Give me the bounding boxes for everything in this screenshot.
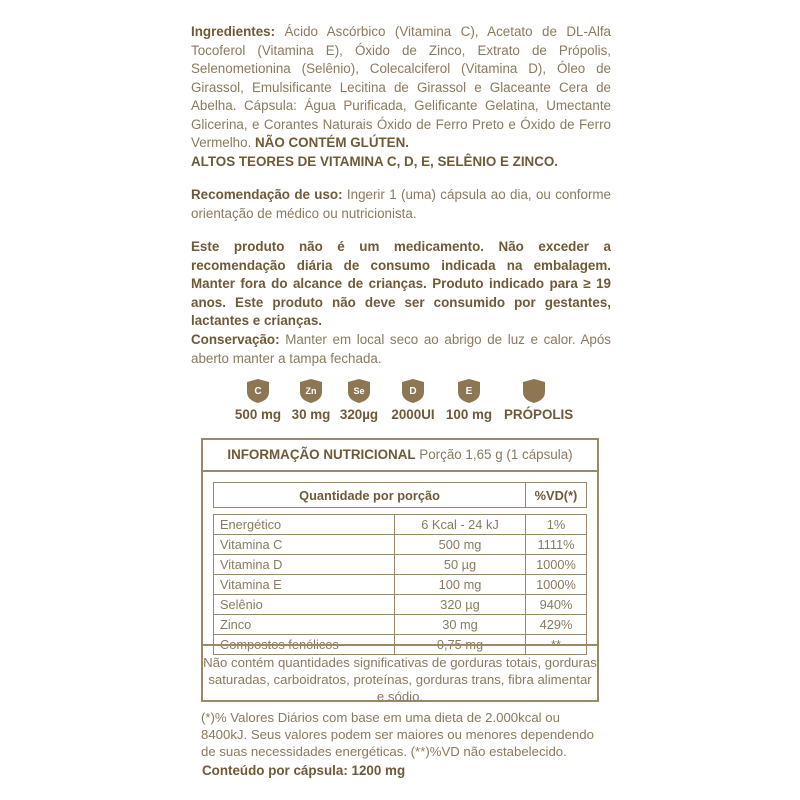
- warning-section: [191, 238, 611, 331]
- shield-icon: [347, 378, 371, 404]
- nutrient-name: Zinco: [214, 615, 395, 635]
- nutrient-name: Selênio: [214, 595, 395, 615]
- table-header-row: [214, 483, 587, 508]
- shield-icon: [457, 378, 481, 404]
- nutrient-dv: 429%: [526, 615, 587, 635]
- ingredients-section: [191, 23, 611, 153]
- nutrient-dv: 1000%: [526, 555, 587, 575]
- vitamin-c-badge: [228, 378, 288, 422]
- nutrition-facts-box: [201, 438, 599, 702]
- storage-section: [191, 331, 611, 368]
- propolis-badge: [504, 378, 574, 422]
- badge-symbol: Zn: [305, 386, 317, 396]
- badge-amount: PRÓPOLIS: [504, 407, 574, 422]
- nutrient-name: Vitamina E: [214, 575, 395, 595]
- high-content-section: [191, 153, 611, 172]
- table-row: [214, 575, 587, 595]
- nutrient-dv: 1000%: [526, 575, 587, 595]
- ingredients-label: Ingredientes:: [191, 24, 276, 39]
- header-dv: %VD(*): [526, 483, 587, 508]
- nutrient-dv: **: [526, 635, 587, 655]
- shield-icon: [246, 378, 270, 404]
- usage-text: Ingerir 1 (uma) cápsula ao dia, ou conforme orientação de médico ou nutricionista.: [191, 187, 612, 221]
- badge-symbol: Se: [353, 386, 365, 396]
- nutrient-amount: 100 mg: [395, 575, 526, 595]
- table-row: [214, 555, 587, 575]
- nutrient-name: Vitamina D: [214, 555, 395, 575]
- dv-footnote: (*)% Valores Diários com base em uma dieta de 2.000kcal ou 8400kJ. Seus valores podem ser maiores ou menores dependendo de suas necessidades energéticas. (**)%VD não estabelecido.: [201, 710, 594, 759]
- nutrient-dv: 940%: [526, 595, 587, 615]
- header-quantity: Quantidade por porção: [214, 483, 526, 508]
- nutrient-amount: 50 µg: [395, 555, 526, 575]
- nutrition-portion: Porção 1,65 g (1 cápsula): [415, 447, 573, 462]
- badge-amount: 2000UI: [391, 407, 435, 422]
- high-content-text: ALTOS TEORES DE VITAMINA C, D, E, SELÊNIO E ZINCO.: [191, 154, 559, 169]
- badge-amount: 320µg: [339, 407, 379, 422]
- nutrient-name: Energético: [214, 515, 395, 535]
- badge-symbol: C: [254, 386, 262, 397]
- badge-amount: 100 mg: [445, 407, 493, 422]
- nutrition-footer: Não contém quantidades significativas de gorduras totais, gorduras saturadas, carboidratos, proteínas, gorduras trans, fibra alimentar e sódio.: [203, 644, 597, 705]
- storage-text: Manter em local seco ao abrigo de luz e calor. Após aberto manter a tampa fechada.: [191, 332, 611, 366]
- nutrient-name: Compostos fenólicos: [214, 635, 395, 655]
- storage-label: Conservação:: [191, 332, 280, 347]
- shield-icon: [522, 378, 546, 404]
- table-row: [214, 535, 587, 555]
- vitamin-e-badge: [439, 378, 499, 422]
- nutrient-dv: 1111%: [526, 535, 587, 555]
- nutrient-name: Vitamina C: [214, 535, 395, 555]
- usage-section: [191, 186, 611, 223]
- warning-text: Este produto não é um medicamento. Não exceder a recomendação diária de consumo indicada na embalagem. Manter fora do alcance de crianças. Produto indicado para ≥ 19 anos. Este produto não deve ser consumido por gestantes, lactantes e crianças.: [191, 239, 611, 328]
- table-row: [214, 615, 587, 635]
- nutrition-title-text: INFORMAÇÃO NUTRICIONAL: [227, 447, 416, 462]
- badge-symbol: E: [465, 386, 473, 397]
- nutrient-amount: 320 µg: [395, 595, 526, 615]
- nutrition-title: [203, 440, 597, 472]
- badge-amount: 30 mg: [291, 407, 331, 422]
- nutrient-amount: 30 mg: [395, 615, 526, 635]
- nutrient-amount: 6 Kcal - 24 kJ: [395, 515, 526, 535]
- vitamin-d-badge: [383, 378, 443, 422]
- shield-icon: [401, 378, 425, 404]
- nutrient-dv: 1%: [526, 515, 587, 535]
- badge-symbol: D: [409, 386, 417, 397]
- gluten-free-text: NÃO CONTÉM GLÚTEN.: [255, 135, 410, 150]
- selenium-badge: [329, 378, 389, 422]
- content-per-capsule: Conteúdo por cápsula: 1200 mg: [202, 763, 406, 778]
- table-row: [214, 515, 587, 535]
- nutrient-amount: 0,75 mg: [395, 635, 526, 655]
- nutrient-amount: 500 mg: [395, 535, 526, 555]
- nutrient-icons-row: [228, 378, 578, 428]
- table-row: [214, 595, 587, 615]
- ingredients-text: Ácido Ascórbico (Vitamina C), Acetato de DL-Alfa Tocoferol (Vitamina E), Óxido de Zinco, Extrato de Própolis, Selenometionina (Selênio), Colecalciferol (Vitamina D), Óleo de Girassol, Emulsificante Lecitina de Girassol e Glaceante Cera de Abelha. Cápsula: Água Purificada, Gelificante Gelatina, Umectante Glicerina, e Corantes Naturais Óxido de Ferro Preto e Óxido de Ferro Vermelho.: [191, 24, 611, 150]
- shield-icon: [299, 378, 323, 404]
- nutrition-table: [213, 482, 587, 655]
- usage-label: Recomendação de uso:: [191, 187, 343, 202]
- badge-amount: 500 mg: [234, 407, 282, 422]
